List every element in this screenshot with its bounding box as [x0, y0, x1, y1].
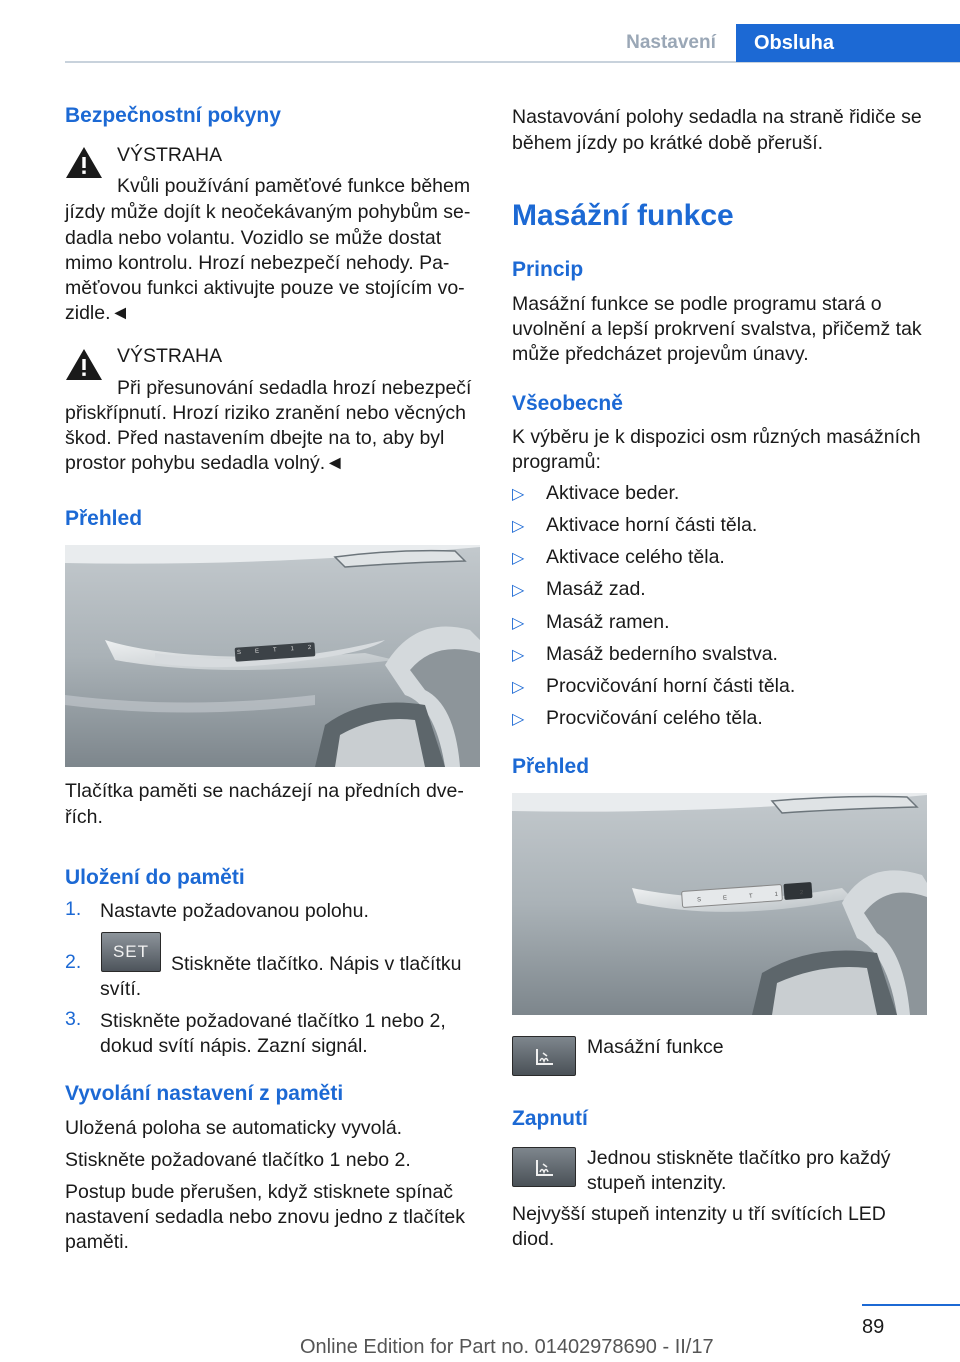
warning1-line: mimo kontrolu. Hrozí nebezpečí nehody. Pa-	[65, 252, 450, 274]
program-item: Aktivace horní části těla.	[546, 514, 758, 536]
general-text: programů:	[512, 451, 601, 473]
warning2-line: škod. Před nastavením dbejte na to, aby byl	[65, 427, 445, 449]
page-number: 89	[862, 1316, 885, 1338]
recall-text: Postup bude přerušen, když stisknete spínač	[65, 1181, 454, 1203]
step-number: 2.	[65, 951, 82, 973]
step-text: Stiskněte požadované tlačítko 1 nebo 2,	[100, 1010, 446, 1032]
warning1-line: zidle.◄	[65, 302, 130, 324]
recall-text: Stiskněte požadované tlačítko 1 nebo 2.	[65, 1149, 411, 1171]
footer-rule	[862, 1304, 960, 1306]
bullet-triangle-icon: ▷	[512, 582, 525, 599]
panel-button-labels: SET12	[696, 888, 826, 904]
intro-text: Nastavování polohy sedadla na straně řidiče se	[512, 106, 922, 128]
memory-buttons-photo	[65, 545, 480, 767]
step-text: Stiskněte tlačítko. Nápis v tlačítku	[171, 953, 462, 975]
bullet-triangle-icon: ▷	[512, 679, 525, 696]
bullet-triangle-icon: ▷	[512, 711, 525, 728]
on-text: stupeň intenzity.	[587, 1172, 727, 1194]
bullet-triangle-icon: ▷	[512, 486, 525, 503]
massage-button-icon	[512, 1036, 576, 1076]
general-heading: Všeobecně	[512, 392, 623, 415]
tab-nastaveni[interactable]: Nastavení	[626, 32, 716, 53]
recall-heading: Vyvolání nastavení z paměti	[65, 1082, 344, 1105]
warning-triangle-icon	[65, 145, 103, 179]
photo-caption: Tlačítka paměti se nacházejí na předních dve-	[65, 780, 464, 802]
warning1-line: dadla nebo volantu. Vozidlo se může dostat	[65, 227, 442, 249]
edition-footer: Online Edition for Part no. 01402978690 - II/17	[300, 1336, 714, 1358]
overview-heading-right: Přehled	[512, 755, 590, 778]
warning2-line: prostor pohybu sedadla volný.◄	[65, 452, 345, 474]
massage-buttons-photo	[512, 793, 927, 1015]
warning-triangle-icon	[65, 347, 103, 381]
general-text: K výběru je k dispozici osm různých masážních	[512, 426, 921, 448]
step-text: svítí.	[100, 978, 142, 1000]
program-item: Masáž zad.	[546, 578, 646, 600]
program-item: Masáž bederního svalstva.	[546, 643, 778, 665]
warning1-text-a: Kvůli používání paměťové funkce během	[117, 175, 471, 197]
set-button-icon: SET	[101, 932, 161, 972]
program-item: Masáž ramen.	[546, 611, 670, 633]
photo-caption: řích.	[65, 806, 103, 828]
tab-obsluha[interactable]: Obsluha	[736, 24, 960, 62]
safety-heading: Bezpečnostní pokyny	[65, 104, 281, 127]
principle-heading: Princip	[512, 258, 584, 281]
program-item: Aktivace beder.	[546, 482, 680, 504]
massage-heading: Masážní funkce	[512, 199, 734, 232]
step-text: Nastavte požadovanou polohu.	[100, 900, 369, 922]
bullet-triangle-icon: ▷	[512, 647, 525, 664]
save-heading: Uložení do paměti	[65, 866, 245, 889]
bullet-triangle-icon: ▷	[512, 550, 525, 567]
step-number: 1.	[65, 898, 82, 920]
max-intensity-text: Nejvyšší stupeň intenzity u tří svítících LED	[512, 1203, 886, 1225]
principle-text: může předcházet projevům únavy.	[512, 343, 809, 365]
on-heading: Zapnutí	[512, 1107, 588, 1130]
recall-text: paměti.	[65, 1231, 129, 1253]
overview-heading-left: Přehled	[65, 507, 143, 530]
program-item: Procvičování celého těla.	[546, 707, 763, 729]
program-item: Aktivace celého těla.	[546, 546, 725, 568]
on-text: Jednou stiskněte tlačítko pro každý	[587, 1147, 891, 1169]
intro-text: během jízdy po krátké době přeruší.	[512, 132, 824, 154]
recall-text: Uložená poloha se automaticky vyvolá.	[65, 1117, 403, 1139]
warning1-title: VÝSTRAHA	[117, 144, 223, 166]
program-item: Procvičování horní části těla.	[546, 675, 796, 697]
panel-button-labels: SET12	[236, 643, 326, 657]
warning2-title: VÝSTRAHA	[117, 345, 223, 367]
recall-text: nastavení sedadla nebo znovu jedno z tlačítek	[65, 1206, 466, 1228]
warning2-text-a: Při přesunování sedadla hrozí nebezpečí	[117, 377, 472, 399]
massage-icon-caption: Masážní funkce	[587, 1036, 724, 1058]
max-intensity-text: diod.	[512, 1228, 555, 1250]
bullet-triangle-icon: ▷	[512, 615, 525, 632]
principle-text: Masážní funkce se podle programu stará o	[512, 293, 882, 315]
warning1-line: měťovou funkci aktivujte pouze ve stojícím vo-	[65, 277, 465, 299]
warning1-line: jízdy může dojít k neočekávaným pohybům se-	[65, 201, 471, 223]
massage-button-icon	[512, 1147, 576, 1187]
warning2-line: přiskřípnutí. Hrozí riziko zranění nebo věcných	[65, 402, 467, 424]
principle-text: uvolnění a lepší prokrvení svalstva, přičemž tak	[512, 318, 922, 340]
bullet-triangle-icon: ▷	[512, 518, 525, 535]
step-number: 3.	[65, 1008, 82, 1030]
step-text: dokud svítí nápis. Zazní signál.	[100, 1035, 368, 1057]
